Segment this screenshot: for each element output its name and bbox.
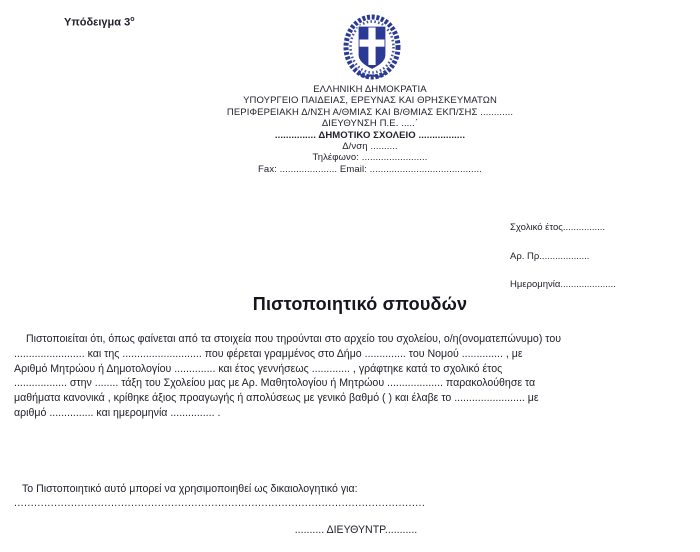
body-line: αριθμό ............... και ημερομηνία ............... . bbox=[14, 406, 221, 419]
document-letterhead bbox=[40, 84, 700, 175]
school-year-field: Σχολικό έτος................ bbox=[510, 222, 606, 233]
usage-statement: Το Πιστοποιητικό αυτό μπορεί να χρησιμοποιηθεί ως δικαιολογητικό για: bbox=[22, 483, 358, 495]
usage-fill-in-line: ........................................................................................................................... bbox=[14, 497, 426, 509]
body-line: .................. στην ........ τάξη του Σχολείου μας με Αρ. Μαθητολογίου ή Μητρώου ................... παρακολούθησε τα bbox=[14, 377, 536, 390]
letterhead-line: ΠΕΡΙΦΕΡΕΙΑΚΗ Δ/ΝΣΗ Α/ΘΜΙΑΣ ΚΑΙ Β/ΘΜΙΑΣ ΕΚΠ/ΣΗΣ ............ bbox=[226, 106, 514, 118]
director-signature-line: .......... ΔΙΕΥΘΥΝΤΡ........... bbox=[294, 524, 418, 536]
date-field: Ημερομηνία..................... bbox=[510, 279, 616, 290]
letterhead-address-line: Δ/νση .......... bbox=[342, 141, 398, 153]
letterhead-line: ΔΙΕΥΘΥΝΣΗ Π.Ε. .....΄ bbox=[321, 118, 419, 130]
letterhead-fax-email-line: Fax: ..................... Email: ......................................... bbox=[258, 163, 482, 175]
document-template-label-sup: ο bbox=[130, 16, 135, 23]
letterhead-line: ΕΛΛΗΝΙΚΗ ΔΗΜΟΚΡΑΤΙΑ bbox=[313, 84, 427, 95]
body-line: Αριθμό Μητρώου ή Δημοτολογίου .............. και έτος γεννήσεως ............. , γράφτηκε κατά το σχολικό έτος bbox=[14, 362, 503, 375]
protocol-number-field: Αρ. Πρ................... bbox=[510, 250, 590, 262]
greek-coat-of-arms-icon bbox=[340, 13, 404, 88]
letterhead-line: ΥΠΟΥΡΓΕΙΟ ΠΑΙΔΕΙΑΣ, ΕΡΕΥΝΑΣ ΚΑΙ ΘΡΗΣΚΕΥΜΑΤΩΝ bbox=[243, 95, 497, 107]
certificate-body-paragraph bbox=[14, 332, 694, 421]
body-line: Πιστοποιείται ότι, όπως φαίνεται από τα στοιχεία που τηρούνται στο αρχείο του σχολείου, ο/η(ονοματεπώνυμο) του bbox=[26, 333, 562, 345]
letterhead-school-name-line: ............... ΔΗΜΟΤΙΚΟ ΣΧΟΛΕΙΟ ................. bbox=[274, 129, 466, 141]
body-line: ........................ και της ........................... που φέρεται γραμμένος στο Δήμο .............. του Νομού .............. , με bbox=[14, 347, 523, 360]
document-title: Πιστοποιητικό σπουδών bbox=[252, 294, 468, 314]
letterhead-phone-line: Τηλέφωνο: ........................ bbox=[312, 152, 428, 164]
document-template-label bbox=[64, 16, 135, 29]
body-line: μαθήματα κανονικά , κρίθηκε άξιος προαγωγής ή απολύσεως με γενικό βαθμό ( ) και έλαβε το ........................ με bbox=[14, 392, 539, 405]
document-template-label-text: Υπόδειγμα 3 bbox=[64, 16, 131, 29]
